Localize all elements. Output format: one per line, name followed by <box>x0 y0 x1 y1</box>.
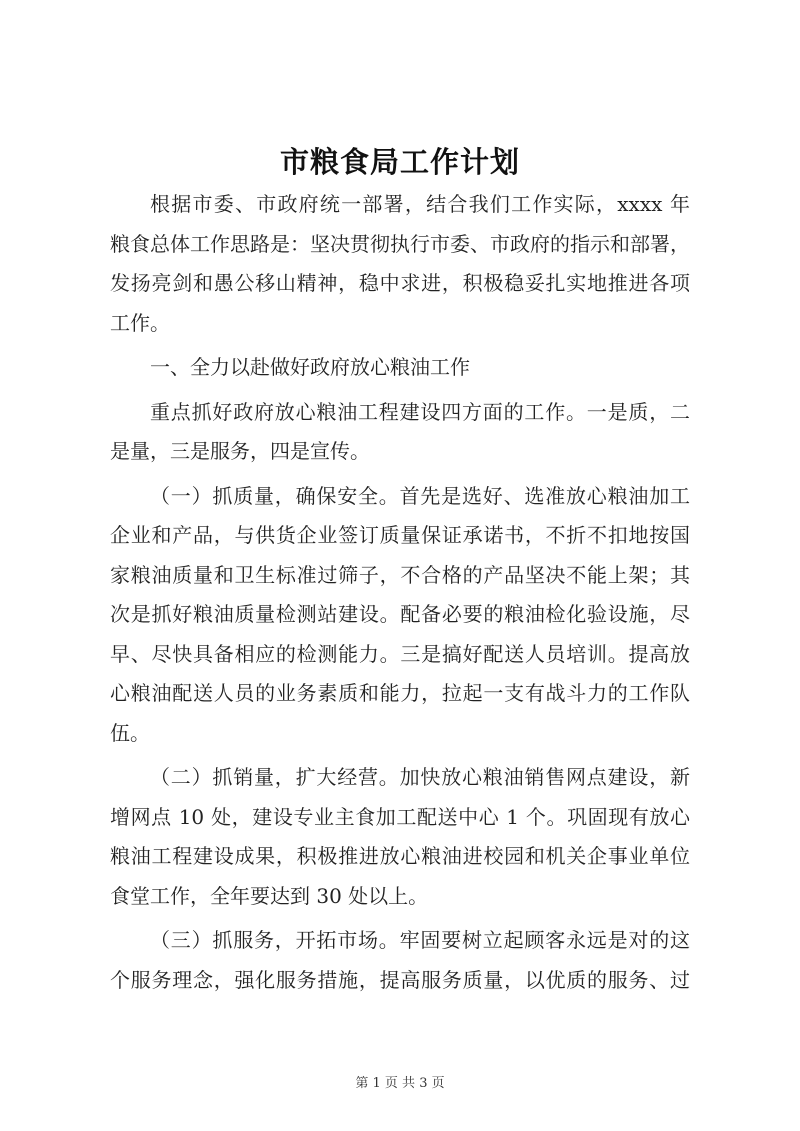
document-body <box>110 185 690 1005</box>
paragraph <box>110 393 690 472</box>
text-line: （三）抓服务，开拓市场。牢固要树立起顾客永远是对的这 <box>150 928 690 952</box>
text-line: 是量，三是服务，四是宣传。 <box>110 439 370 463</box>
document-title: 市粮食局工作计划 <box>279 145 520 179</box>
text-line: 次是抓好粮油质量检测站建设。配备必要的粮油检化验设施，尽 <box>110 602 690 626</box>
text-line: 根据市委、市政府统一部署，结合我们工作实际，xxxx 年 <box>150 192 690 216</box>
text-line: （二）抓销量，扩大经营。加快放心粮油销售网点建设，新 <box>150 765 690 789</box>
text-line: 企业和产品，与供货企业签订质量保证承诺书，不折不扣地按国 <box>110 523 690 547</box>
text-line: 粮食总体工作思路是：坚决贯彻执行市委、市政府的指示和部署， <box>110 231 690 256</box>
page-footer: 第 1 页 共 3 页 <box>355 1076 445 1091</box>
text-line: 个服务理念，强化服务措施，提高服务质量，以优质的服务、过 <box>110 967 690 992</box>
text-line: 增网点 10 处，建设专业主食加工配送中心 1 个。巩固现有放心 <box>110 804 690 829</box>
text-line: 心粮油配送人员的业务素质和能力，拉起一支有战斗力的工作队 <box>110 681 690 705</box>
paragraph <box>110 758 690 916</box>
text-line: 食堂工作，全年要达到 30 处以上。 <box>110 883 429 908</box>
paragraph <box>110 348 690 388</box>
text-line: 工作。 <box>110 310 170 335</box>
text-line: （一）抓质量，确保安全。首先是选好、选准放心粮油加工 <box>150 483 690 508</box>
text-line: 伍。 <box>110 720 150 745</box>
text-line: 重点抓好政府放心粮油工程建设四方面的工作。一是质，二 <box>150 399 690 424</box>
text-line: 家粮油质量和卫生标准过筛子，不合格的产品坚决不能上架；其 <box>110 562 690 587</box>
paragraph <box>110 185 690 343</box>
text-line: 一、全力以赴做好政府放心粮油工作 <box>150 355 470 379</box>
text-line: 粮油工程建设成果，积极推进放心粮油进校园和机关企事业单位 <box>110 844 690 868</box>
paragraph <box>110 921 690 1000</box>
text-line: 早、尽快具备相应的检测能力。三是搞好配送人员培训。提高放 <box>110 641 690 666</box>
text-line: 发扬亮剑和愚公移山精神，稳中求进，积极稳妥扎实地推进各项 <box>110 271 690 295</box>
paragraph <box>110 477 690 754</box>
